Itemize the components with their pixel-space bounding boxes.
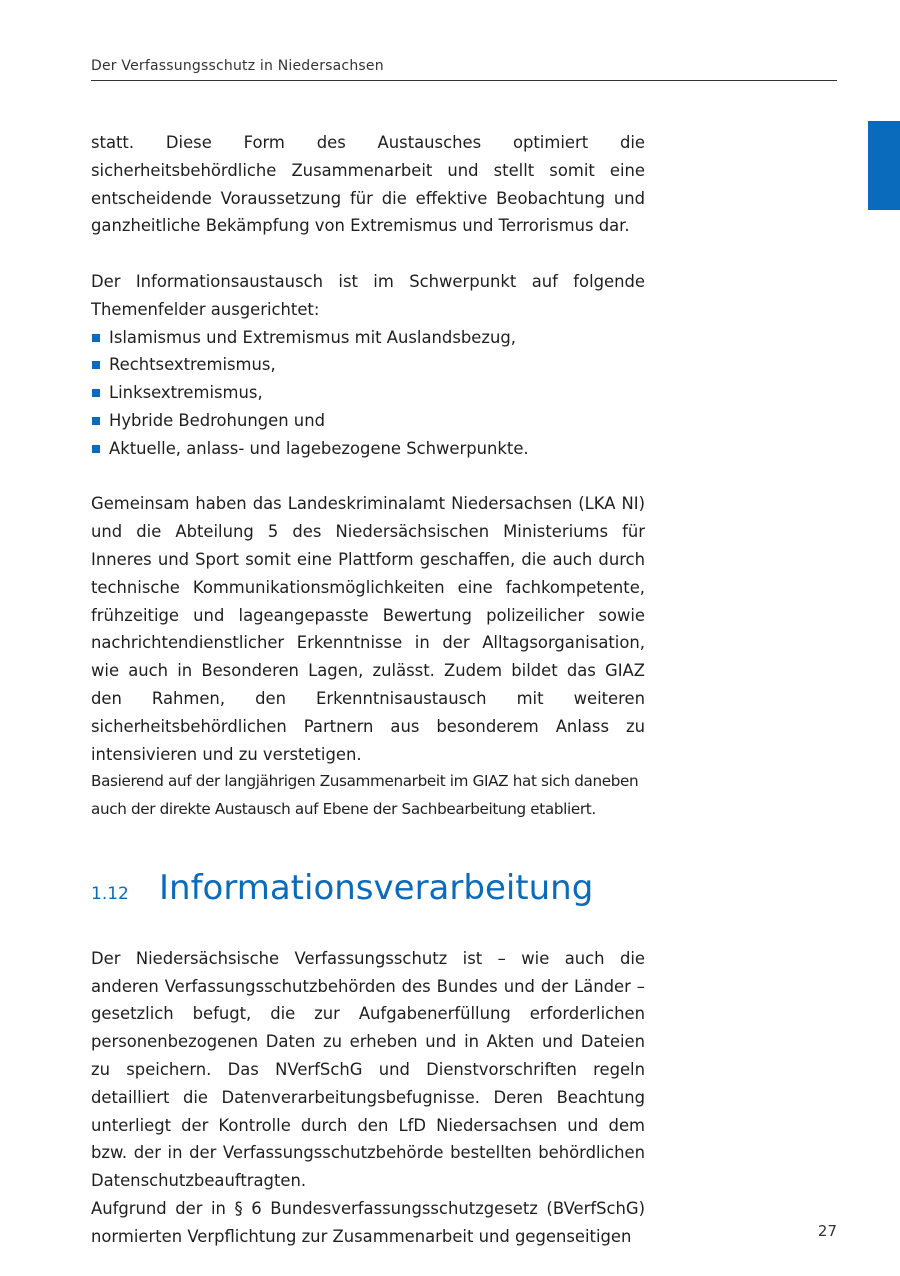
paragraph-spacer <box>91 463 645 491</box>
page-number: 27 <box>817 1222 837 1240</box>
square-bullet-icon <box>92 361 100 369</box>
chapter-tab-marker <box>868 121 900 210</box>
header-divider <box>91 80 837 81</box>
paragraph-exchange-optimization: statt. Diese Form des Austausches optimiert die sicherheitsbehördliche Zusammenarbeit und stellt somit eine entscheidende Voraussetzung für die effektive Beobachtung und ganzheitliche Bekämpfung von Extremismus und Terrorismus dar. <box>91 133 645 236</box>
list-item <box>91 324 645 352</box>
section-heading <box>91 868 645 909</box>
list-item <box>91 379 645 407</box>
square-bullet-icon <box>92 389 100 397</box>
paragraph-cooperation-duty: Aufgrund der in § 6 Bundesverfassungsschutzgesetz (BVerfSchG) normierten Verpflichtung zur Zusammenarbeit und gegenseitigen <box>91 1198 645 1246</box>
square-bullet-icon <box>92 334 100 342</box>
list-item <box>91 435 645 463</box>
list-item-text: Aktuelle, anlass- und lagebezogene Schwerpunkte. <box>109 438 529 458</box>
paragraph-spacer <box>91 240 645 268</box>
main-content <box>91 129 645 1250</box>
running-header: Der Verfassungsschutz in Niedersachsen <box>91 58 384 74</box>
list-item-text: Hybride Bedrohungen und <box>109 410 325 430</box>
list-item-text: Rechtsextremismus, <box>109 355 276 375</box>
topics-list <box>91 324 645 463</box>
list-item-text: Linksextremismus, <box>109 383 263 403</box>
square-bullet-icon <box>92 445 100 453</box>
list-item <box>91 407 645 435</box>
list-item-text: Islamismus und Extremismus mit Auslandsbezug, <box>109 327 516 347</box>
section-title: Informationsverarbeitung <box>159 867 594 908</box>
paragraph-topics-intro: Der Informationsaustausch ist im Schwerpunkt auf folgende Themenfelder ausgerichtet: <box>91 271 645 319</box>
paragraph-direct-exchange: Basierend auf der langjährigen Zusammenarbeit im GIAZ hat sich daneben auch der direkte Austausch auf Ebene der Sachbearbeitung etabliert. <box>91 772 639 819</box>
section-number: 1.12 <box>91 883 129 904</box>
paragraph-data-processing: Der Niedersächsische Verfassungsschutz ist – wie auch die anderen Verfassungsschutzbehörden des Bundes und der Länder – gesetzlich befugt, die zur Aufgabenerfüllung erforderlichen personenbezogenen Daten zu erheben und in Akten und Dateien zu speichern. Das NVerfSchG und Dienstvorschriften regeln detailliert die Datenverarbeitungsbefugnisse. Deren Beachtung unterliegt der Kontrolle durch den LfD Niedersachsen und dem bzw. der in der Verfassungsschutzbehörde bestellten behördlichen Datenschutzbeauftragten. <box>91 948 645 1191</box>
square-bullet-icon <box>92 417 100 425</box>
paragraph-giaz-platform: Gemeinsam haben das Landeskriminalamt Niedersachsen (LKA NI) und die Abteilung 5 des Niedersächsischen Ministeriums für Inneres und Sport somit eine Plattform geschaffen, die auch durch technische Kommunikationsmöglichkeiten eine fachkompetente, frühzeitige und lageangepasste Bewertung polizeilicher sowie nachrichtendienstlicher Erkenntnisse in der Alltagsorganisation, wie auch in Besonderen Lagen, zulässt. Zudem bildet das GIAZ den Rahmen, den Erkenntnisaustausch mit weiteren sicherheitsbehördlichen Partnern aus besonderem Anlass zu intensivieren und zu verstetigen. <box>91 494 645 764</box>
list-item <box>91 351 645 379</box>
